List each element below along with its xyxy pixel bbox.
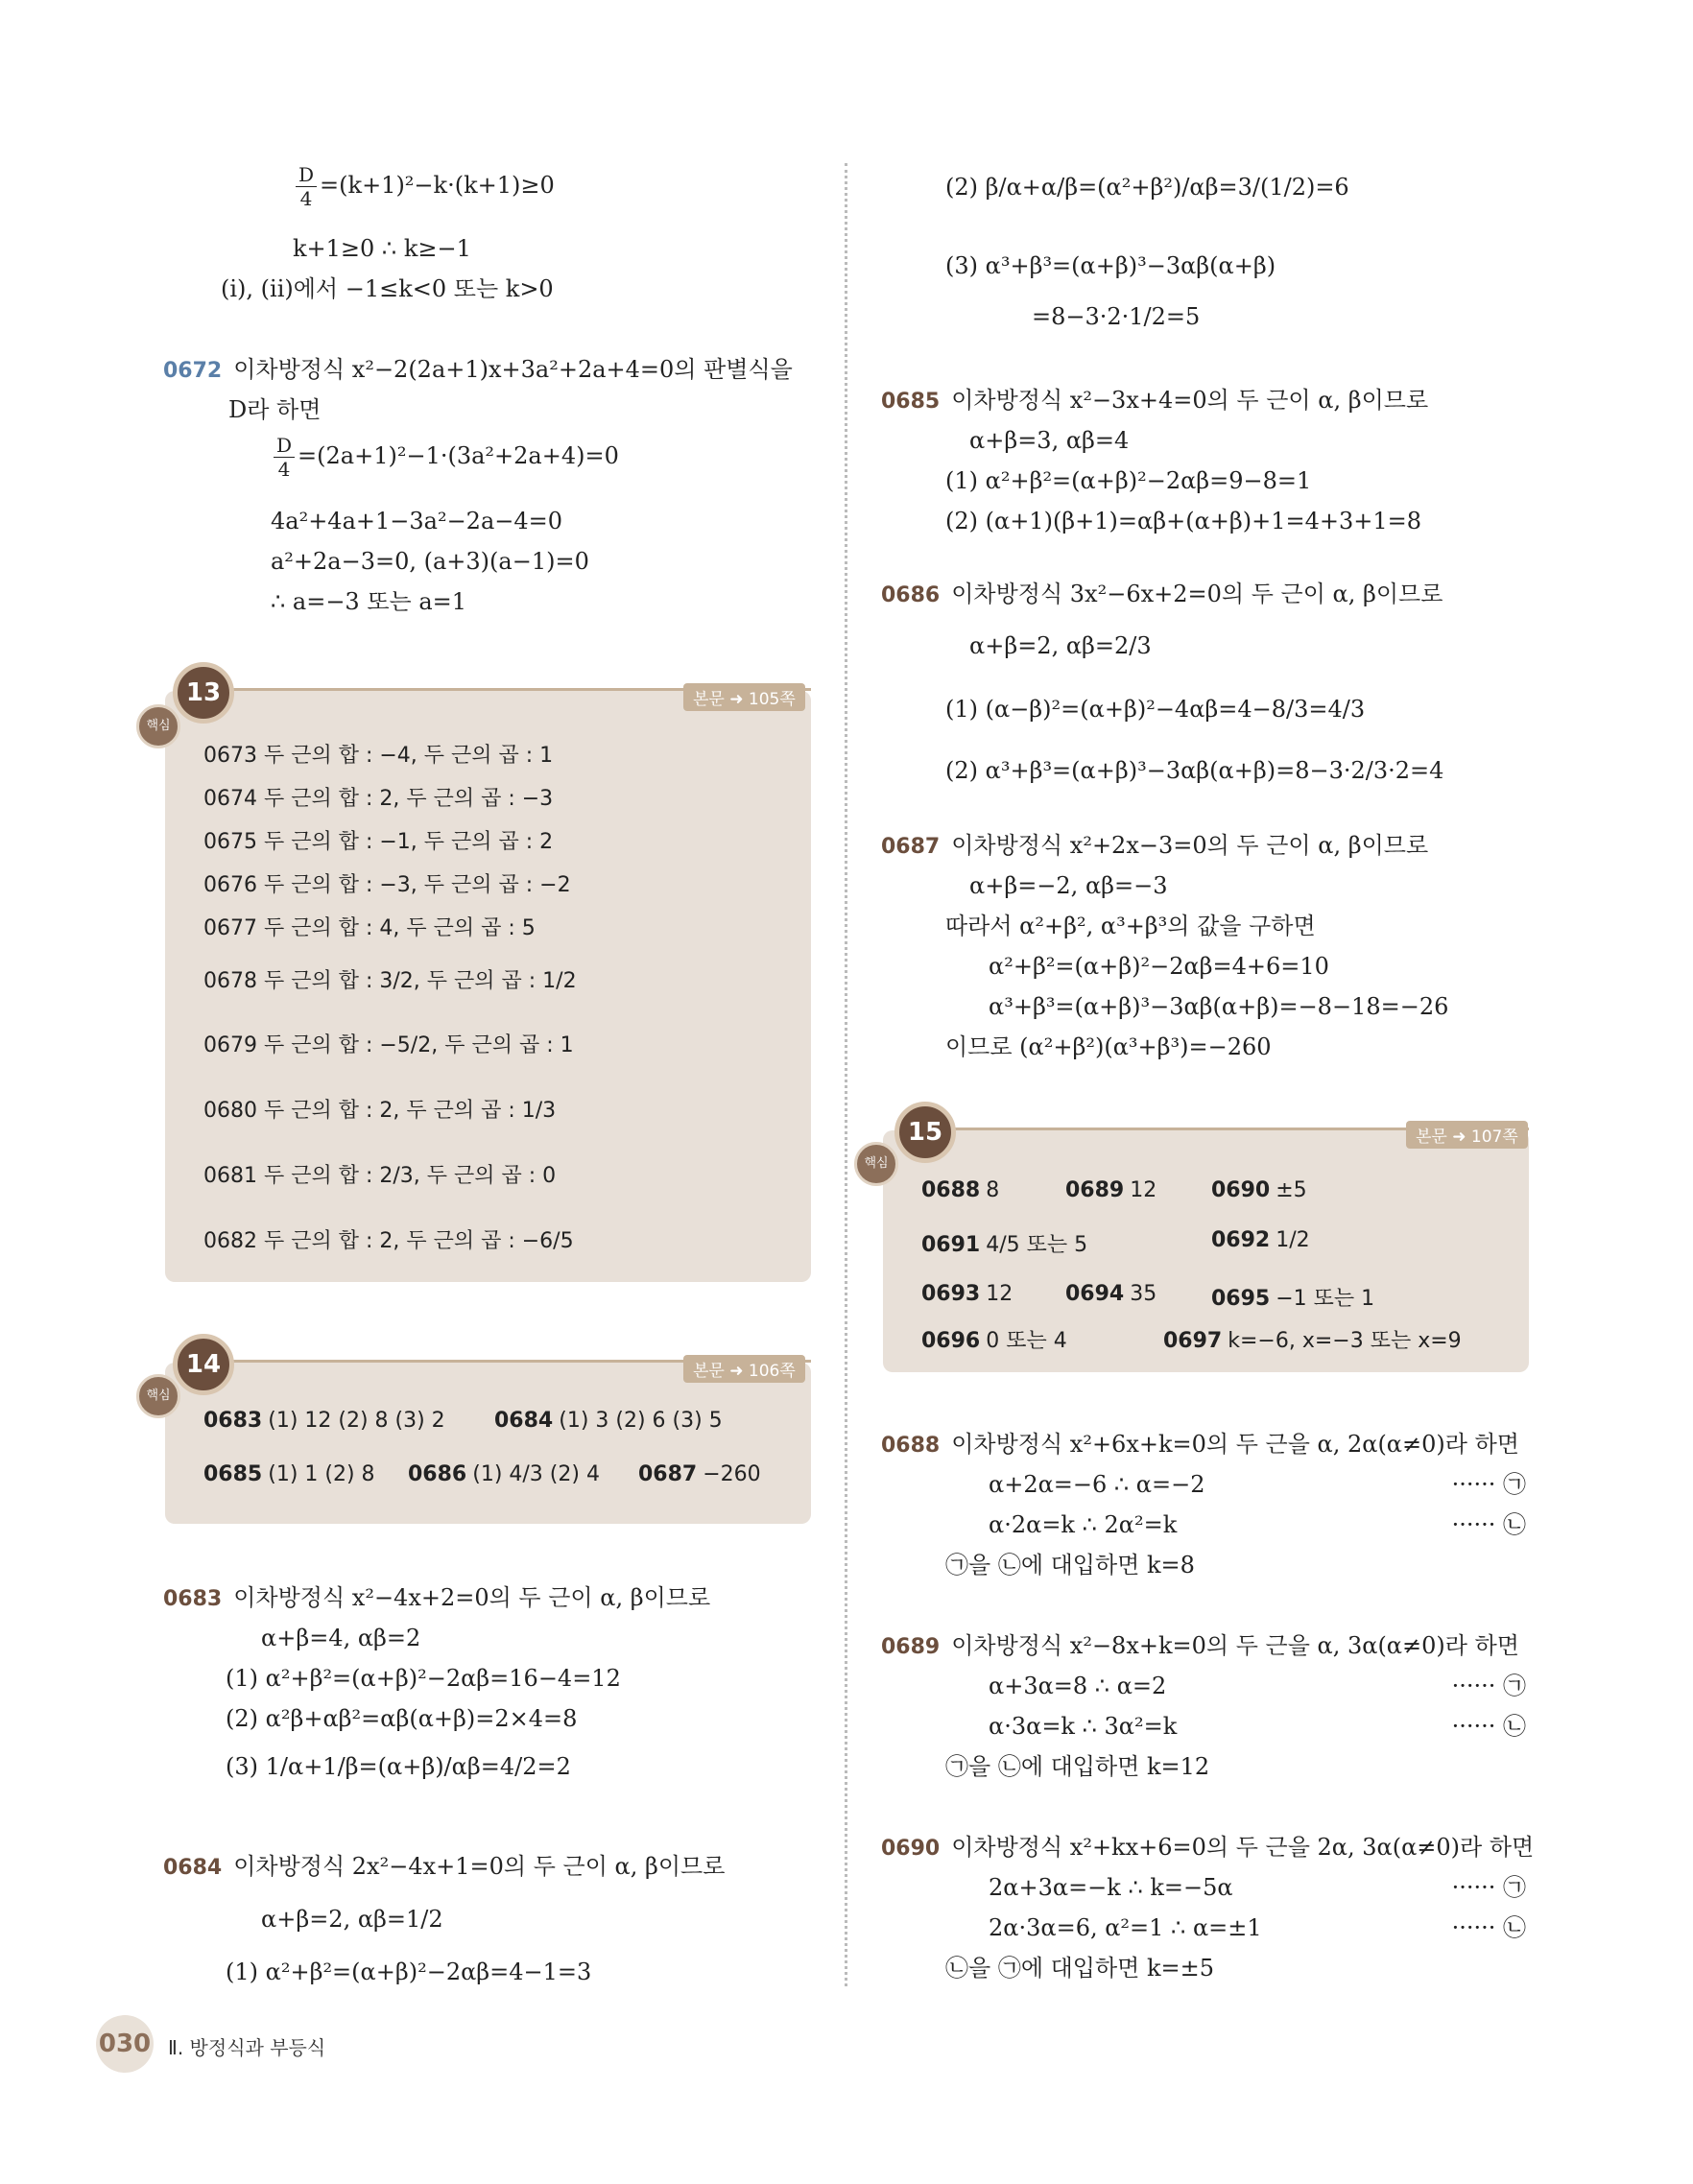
answer-row: 0696 0 또는 4: [921, 1329, 1067, 1353]
eq-line: α·2α=k ∴ 2α²=k ······ ㉡: [989, 1511, 1526, 1538]
fraction: $\frac{D}{4}$: [296, 163, 317, 210]
problem-number: 0672: [163, 359, 223, 383]
answer-row: 0692 1/2: [1211, 1228, 1310, 1252]
eq-line: α+2α=−6 ∴ α=−2 ······ ㉠: [989, 1471, 1526, 1498]
answer-row: 0676 두 근의 합 : −3, 두 근의 곱 : −2: [203, 873, 571, 897]
problem-number: 0690: [881, 1837, 941, 1861]
eq-line: (2) α²β+αβ²=αβ(α+β)=2×4=8: [226, 1705, 578, 1732]
page-number: 030: [96, 2015, 154, 2073]
problem-number: 0686: [881, 583, 941, 607]
eq-line: ㉡을 ㉠에 대입하면 k=±5: [945, 1955, 1215, 1982]
answer-row: 0694 35: [1065, 1282, 1157, 1306]
eq-line: (1) (α−β)²=(α+β)²−4αβ=4−8/3=4/3: [945, 696, 1366, 723]
eq-line: α+β=2, αβ=2/3: [969, 632, 1152, 659]
section-badge: 13: [173, 662, 234, 724]
page-reference: 본문 ➜ 105쪽: [683, 683, 805, 711]
problem-0688: 0688 이차방정식 x²+6x+k=0의 두 근을 α, 2α(α≠0)라 하면: [881, 1431, 1519, 1458]
answer-row: 0687 −260: [638, 1462, 761, 1486]
problem-number: 0688: [881, 1434, 941, 1458]
answer-row: 0686 (1) 4/3 (2) 4: [408, 1462, 600, 1486]
eq-line: α·3α=k ∴ 3α²=k ······ ㉡: [989, 1713, 1526, 1740]
answer-row: 0683 (1) 12 (2) 8 (3) 2: [203, 1409, 445, 1433]
eq-line: =8−3·2·1/2=5: [1032, 303, 1201, 330]
answer-row: 0682 두 근의 합 : 2, 두 근의 곱 : −6/5: [203, 1229, 574, 1253]
answer-row: 0679 두 근의 합 : −5/2, 두 근의 곱 : 1: [203, 1033, 574, 1057]
eq-line: α+β=3, αβ=4: [969, 427, 1130, 454]
problem-0689: 0689 이차방정식 x²−8x+k=0의 두 근을 α, 3α(α≠0)라 하면: [881, 1632, 1519, 1659]
answer-row: 0673 두 근의 합 : −4, 두 근의 곱 : 1: [203, 744, 554, 768]
answer-row: 0691 4/5 또는 5: [921, 1233, 1088, 1257]
eq-line: $\frac{D}{4}$ =(k+1)²−k·(k+1)≥0: [293, 163, 555, 210]
fraction: $\frac{D}{4}$: [274, 434, 295, 481]
core-tag: 핵심: [136, 704, 180, 748]
problem-0683: 0683 이차방정식 x²−4x+2=0의 두 근이 α, β이므로: [163, 1584, 711, 1611]
eq-line: (1) α²+β²=(α+β)²−2αβ=16−4=12: [226, 1665, 621, 1692]
core-tag: 핵심: [136, 1374, 180, 1418]
eq-line: α+3α=8 ∴ α=2 ······ ㉠: [989, 1673, 1526, 1699]
answer-row: 0680 두 근의 합 : 2, 두 근의 곱 : 1/3: [203, 1099, 557, 1123]
section-badge: 15: [894, 1102, 956, 1163]
problem-number: 0683: [163, 1587, 223, 1611]
problem-number: 0687: [881, 835, 941, 859]
answer-row: 0677 두 근의 합 : 4, 두 근의 곱 : 5: [203, 916, 536, 940]
answer-row: 0693 12: [921, 1282, 1013, 1306]
eq-line: (2) α³+β³=(α+β)³−3αβ(α+β)=8−3·2/3·2=4: [945, 757, 1444, 784]
problem-0687: 0687 이차방정식 x²+2x−3=0의 두 근이 α, β이므로: [881, 832, 1429, 859]
eq-line: α+β=4, αβ=2: [261, 1625, 421, 1651]
eq-line: D라 하면: [228, 396, 322, 423]
eq-line: 4a²+4a+1−3a²−2a−4=0: [271, 508, 563, 534]
answer-row: 0685 (1) 1 (2) 8: [203, 1462, 375, 1486]
eq-line: α+β=2, αβ=1/2: [261, 1906, 443, 1933]
eq-line: α³+β³=(α+β)³−3αβ(α+β)=−8−18=−26: [989, 993, 1449, 1020]
problem-number: 0684: [163, 1856, 223, 1880]
answer-row: 0690 ±5: [1211, 1178, 1307, 1202]
answer-row: 0681 두 근의 합 : 2/3, 두 근의 곱 : 0: [203, 1164, 557, 1188]
eq-line: 2α+3α=−k ∴ k=−5α ······ ㉠: [989, 1874, 1526, 1901]
page-reference: 본문 ➜ 106쪽: [683, 1355, 805, 1383]
problem-0685: 0685 이차방정식 x²−3x+4=0의 두 근이 α, β이므로: [881, 387, 1429, 414]
eq-line: ㉠을 ㉡에 대입하면 k=12: [945, 1753, 1210, 1780]
core-tag: 핵심: [854, 1142, 898, 1186]
eq-line: $\frac{D}{4}$ =(2a+1)²−1·(3a²+2a+4)=0: [271, 434, 619, 481]
eq-line: 2α·3α=6, α²=1 ∴ α=±1 ······ ㉡: [989, 1914, 1526, 1941]
answer-row: 0689 12: [1065, 1178, 1157, 1202]
page-reference: 본문 ➜ 107쪽: [1406, 1121, 1528, 1149]
answer-box-14: [165, 1363, 811, 1524]
column-divider: [845, 163, 847, 1986]
eq-line: 이므로 (α²+β²)(α³+β³)=−260: [945, 1033, 1272, 1060]
answer-row: 0688 8: [921, 1178, 1000, 1202]
answer-row: 0695 −1 또는 1: [1211, 1287, 1375, 1311]
eq-line: (3) 1/α+1/β=(α+β)/αβ=4/2=2: [226, 1753, 571, 1780]
problem-0690: 0690 이차방정식 x²+kx+6=0의 두 근을 2α, 3α(α≠0)라 하면: [881, 1834, 1535, 1861]
eq-line: 따라서 α²+β², α³+β³의 값을 구하면: [945, 913, 1316, 939]
section-badge: 14: [173, 1334, 234, 1395]
eq-line: ∴ a=−3 또는 a=1: [271, 588, 467, 615]
eq-line: (3) α³+β³=(α+β)³−3αβ(α+β): [945, 252, 1276, 279]
problem-0684: 0684 이차방정식 2x²−4x+1=0의 두 근이 α, β이므로: [163, 1853, 726, 1880]
eq-line: (1) α²+β²=(α+β)²−2αβ=9−8=1: [945, 467, 1312, 494]
problem-number: 0685: [881, 390, 941, 414]
answer-row: 0678 두 근의 합 : 3/2, 두 근의 곱 : 1/2: [203, 969, 577, 993]
eq-line: ㉠을 ㉡에 대입하면 k=8: [945, 1552, 1195, 1579]
eq-line: (2) (α+1)(β+1)=αβ+(α+β)+1=4+3+1=8: [945, 508, 1422, 534]
chapter-title: Ⅱ. 방정식과 부등식: [168, 2036, 326, 2059]
problem-0686: 0686 이차방정식 3x²−6x+2=0의 두 근이 α, β이므로: [881, 581, 1443, 607]
eq-line: (1) α²+β²=(α+β)²−2αβ=4−1=3: [226, 1958, 592, 1985]
answer-row: 0675 두 근의 합 : −1, 두 근의 곱 : 2: [203, 830, 554, 854]
problem-number: 0689: [881, 1635, 941, 1659]
eq-line: α+β=−2, αβ=−3: [969, 872, 1168, 899]
eq-line: a²+2a−3=0, (a+3)(a−1)=0: [271, 548, 589, 575]
eq-line: (2) β/α+α/β=(α²+β²)/αβ=3/(1/2)=6: [945, 174, 1349, 201]
answer-row: 0697 k=−6, x=−3 또는 x=9: [1163, 1329, 1462, 1353]
eq-line: α²+β²=(α+β)²−2αβ=4+6=10: [989, 953, 1329, 980]
answer-row: 0684 (1) 3 (2) 6 (3) 5: [494, 1409, 723, 1433]
answer-row: 0674 두 근의 합 : 2, 두 근의 곱 : −3: [203, 787, 554, 811]
problem-0672: 0672 이차방정식 x²−2(2a+1)x+3a²+2a+4=0의 판별식을: [163, 356, 793, 383]
eq-line: k+1≥0 ∴ k≥−1: [293, 235, 471, 262]
eq-line: (i), (ii)에서 −1≤k<0 또는 k>0: [221, 275, 554, 302]
